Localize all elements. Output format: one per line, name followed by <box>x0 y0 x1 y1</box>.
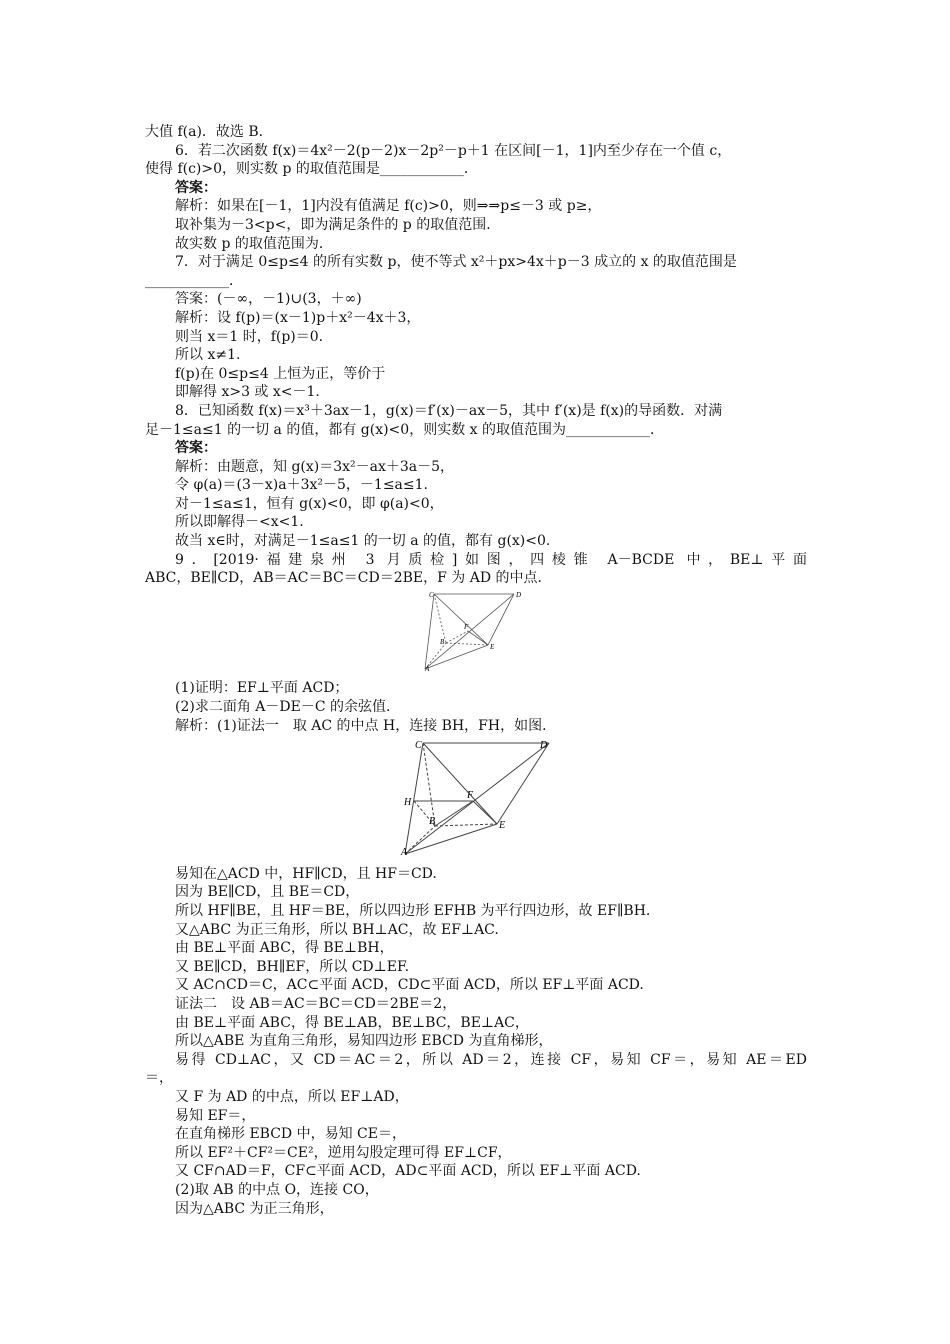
proof-line: 易得 CD⊥AC，又 CD＝AC＝2，所以 AD＝2，连接 CF，易知 CF＝，易知 AE＝ED <box>175 1051 807 1068</box>
question-6-line-1: 6．若二次函数 f(x)＝4x²－2(p－2)x－2p²－p＋1 在区间[－1，1]内至少存在一个值 c， <box>175 142 732 159</box>
proof-line: 由 BE⊥平面 ABC，得 BE⊥AB，BE⊥BC，BE⊥AC， <box>175 1014 529 1031</box>
proof-line: (2)取 AB 的中点 O，连接 CO， <box>175 1181 379 1198</box>
analysis-line: 解析：如果在[－1，1]内没有值满足 f(c)>0，则⇒⇒p≤－3 或 p≥， <box>175 198 602 215</box>
text-line: 故当 x∈时，对满足－1≤a≤1 的一切 a 的值，都有 g(x)<0. <box>175 533 551 550</box>
answer-line: 答案：(－∞，－1)∪(3，＋∞) <box>175 291 362 308</box>
proof-line: 又 BE∥CD，BH∥EF，所以 CD⊥EF. <box>175 958 410 975</box>
proof-line: 由 BE⊥平面 ABC，得 BE⊥BH， <box>175 940 394 957</box>
proof-line: ＝， <box>145 1070 173 1087</box>
vertex-label-d: D <box>540 740 548 752</box>
vertex-label-a: A <box>401 847 408 859</box>
proof-line: 因为 BE∥CD，且 BE＝CD， <box>175 884 360 901</box>
vertex-label-e: E <box>490 642 495 651</box>
question-8-line-2: 足－1≤a≤1 的一切 a 的值，都有 g(x)<0，则实数 x 的取值范围为____________． <box>145 421 664 438</box>
vertex-label-b: B <box>440 637 445 646</box>
answer-label: 答案： <box>175 440 217 457</box>
proof-line: 又 CF∩AD＝F，CF⊂平面 ACD，AD⊂平面 ACD，所以 EF⊥平面 ACD. <box>175 1163 641 1180</box>
pyramid-figure-large <box>145 738 807 862</box>
question-9-line-1: 9．[2019·福建泉州 3 月质检]如图，四棱锥 A－BCDE 中，BE⊥平面 <box>175 551 807 568</box>
vertex-label-f: F <box>464 622 469 631</box>
text-line: 取补集为－3<p<，即为满足条件的 p 的取值范围． <box>175 216 501 233</box>
vertex-label-b: B <box>429 816 436 828</box>
analysis-line: 解析：由题意，知 g(x)＝3x²－ax＋3a－5， <box>175 458 455 475</box>
part-2-prompt: (2)求二面角 A－DE－C 的余弦值． <box>175 699 400 716</box>
proof-line: 又 F 为 AD 的中点，所以 EF⊥AD， <box>175 1088 409 1105</box>
question-8-line-1: 8．已知函数 f(x)＝x³＋3ax－1，g(x)＝f′(x)－ax－5，其中 f′(x)是 f(x)的导函数．对满 <box>175 402 723 419</box>
text-line: 故实数 p 的取值范围为． <box>175 235 333 252</box>
analysis-line: 解析：(1)证法一 取 AC 的中点 H，连接 BH，FH，如图． <box>175 717 557 734</box>
answer-label: 答案： <box>175 179 217 196</box>
proof-line: 又△ABC 为正三角形，所以 BH⊥AC，故 EF⊥AC. <box>175 921 499 938</box>
proof-line: 所以 EF²＋CF²＝CE²，逆用勾股定理可得 EF⊥CF， <box>175 1144 512 1161</box>
text-line: 所以 x≠1. <box>175 347 241 364</box>
document-body <box>145 123 807 1218</box>
text-line: 即解得 x>3 或 x<－1. <box>175 384 320 401</box>
vertex-label-f: F <box>467 790 474 802</box>
proof-line: 所以△ABE 为直角三角形，易知四边形 EBCD 为直角梯形， <box>175 1033 553 1050</box>
pyramid-figure-small <box>145 591 807 677</box>
vertex-label-c: C <box>415 740 422 752</box>
vertex-label-h: H <box>404 797 412 809</box>
text-line: 大值 f(a)．故选 B. <box>145 124 264 140</box>
proof-line: 证法二 设 AB＝AC＝BC＝CD＝2BE＝2， <box>175 995 457 1012</box>
text-line: f(p)在 0≤p≤4 上恒为正，等价于 <box>175 365 386 382</box>
analysis-line: 解析：设 f(p)＝(x－1)p＋x²－4x＋3， <box>175 309 421 326</box>
vertex-label-d: D <box>516 590 522 599</box>
text-line: 所以即解得－<x<1. <box>175 514 304 531</box>
proof-line: 在直角梯形 EBCD 中，易知 CE＝， <box>175 1126 406 1143</box>
question-6-line-2: 使得 f(c)>0，则实数 p 的取值范围是____________． <box>145 161 478 178</box>
question-7-line-2: ____________． <box>145 272 243 289</box>
question-7-line-1: 7．对于满足 0≤p≤4 的所有实数 p，使不等式 x²＋px>4x＋p－3 成立的 x 的取值范围是 <box>175 254 737 271</box>
proof-line: 因为△ABC 为正三角形， <box>175 1200 334 1217</box>
proof-line: 易知 EF＝， <box>175 1107 256 1124</box>
text-line: 对－1≤a≤1，恒有 g(x)<0，即 φ(a)<0， <box>175 495 444 512</box>
proof-line: 所以 HF∥BE，且 HF＝BE，所以四边形 EFHB 为平行四边形，故 EF∥BH. <box>175 903 651 919</box>
proof-line: 又 AC∩CD＝C，AC⊂平面 ACD，CD⊂平面 ACD，所以 EF⊥平面 ACD. <box>175 977 644 994</box>
vertex-label-e: E <box>499 820 506 832</box>
text-line: 令 φ(a)＝(3－x)a＋3x²－5，－1≤a≤1. <box>175 477 428 494</box>
proof-line: 易知在△ACD 中，HF∥CD，且 HF＝CD. <box>175 865 437 882</box>
text-line: 则当 x＝1 时，f(p)＝0. <box>175 328 324 345</box>
vertex-label-a: A <box>425 664 430 673</box>
vertex-label-c: C <box>429 590 434 599</box>
part-1-prompt: (1)证明：EF⊥平面 ACD； <box>175 680 349 697</box>
question-9-line-2: ABC，BE∥CD，AB＝AC＝BC＝CD＝2BE，F 为 AD 的中点． <box>145 570 552 587</box>
